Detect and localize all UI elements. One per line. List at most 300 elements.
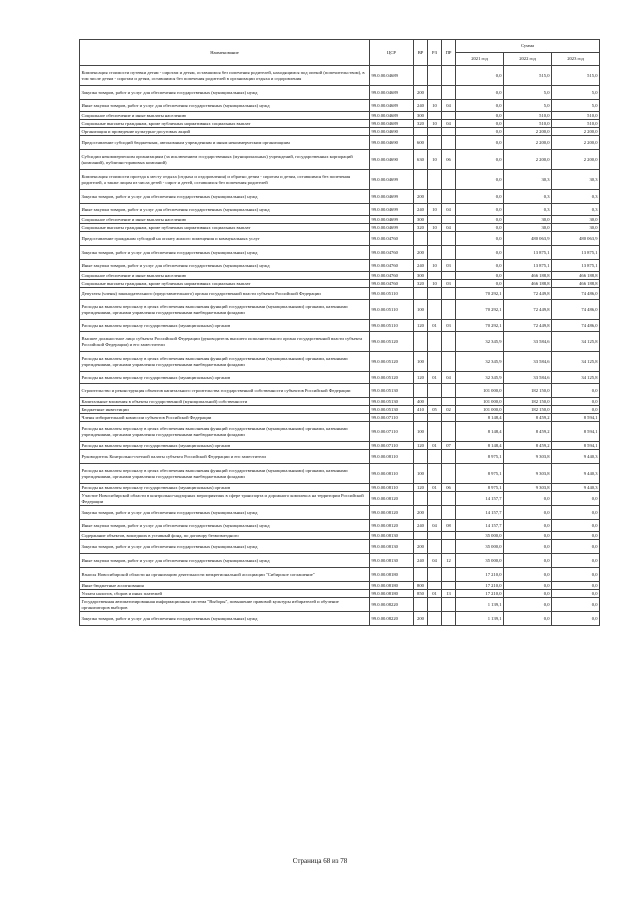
row-2022-cell: 0,0 [504,598,552,612]
row-2023-cell: 30,0 [552,224,600,232]
row-2022-cell: 515,0 [504,66,552,86]
table-row [80,300,600,320]
row-rz-cell [428,66,442,86]
row-2022-cell: 2 200,0 [504,136,552,150]
row-rz-cell [428,246,442,260]
row-2021-cell: 0,0 [456,190,504,204]
row-2022-cell: 5,0 [504,86,552,100]
row-csr-cell: 99.0.00.08130 [370,554,414,568]
row-csr-cell: 99.0.00.04689 [370,112,414,120]
row-csr-cell: 99.0.00.05110 [370,320,414,332]
row-name-cell: Расходы на выплаты персоналу в целях обеспечения выполнения функций государственными (муниципальными) органами, казенными учреждениями, органами управления государственными внебюджетными фондами [80,300,370,320]
row-rz-cell [428,492,442,506]
row-2021-cell: 0,0 [456,112,504,120]
row-name-cell: Компенсация стоимости проезда к месту отдыха (отдыха и оздоровления) и обратно детям - сиротам и детям, оставшимся без попечения родителей, а также лицам из числа детей - сирот и детей, оставшихся без попечения родителей [80,170,370,190]
table-row [80,120,600,128]
table-row [80,136,600,150]
row-vr-cell: 200 [414,246,428,260]
row-vr-cell: 600 [414,136,428,150]
table-row [80,612,600,626]
row-name-cell: Расходы на выплаты персоналу в целях обеспечения выполнения функций государственными (муниципальными) органами, казенными учреждениями, органами управления государственными внебюджетными фондами [80,464,370,484]
row-2022-cell: 13 875,1 [504,246,552,260]
row-name-cell: Социальное обеспечение и иные выплаты населению [80,112,370,120]
table-row [80,320,600,332]
row-vr-cell: 630 [414,150,428,170]
row-vr-cell [414,332,428,352]
row-name-cell: Субсидии некоммерческим организациям (за исключением государственных (муниципальных) учреждений, государственных корпораций (компаний), публично-правовых компаний) [80,150,370,170]
row-2022-cell: 33 584,6 [504,332,552,352]
row-csr-cell: 99.0.00.05120 [370,372,414,384]
row-2023-cell: 9 440,3 [552,450,600,464]
row-vr-cell [414,288,428,300]
row-csr-cell: 99.0.00.04689 [370,100,414,112]
row-2023-cell: 480 063,9 [552,232,600,246]
row-rz-cell: 10 [428,100,442,112]
row-name-cell: Закупка товаров, работ и услуг для обеспечения государственных (муниципальных) нужд [80,612,370,626]
row-name-cell: Расходы на выплаты персоналу государственных (муниципальных) органов [80,484,370,492]
row-2021-cell: 35 000,0 [456,532,504,540]
table-row [80,464,600,484]
row-2022-cell: 466 188,8 [504,272,552,280]
row-pr-cell [442,352,456,372]
row-csr-cell: 99.0.00.08120 [370,506,414,520]
table-row [80,272,600,280]
row-2022-cell: 0,0 [504,506,552,520]
row-2023-cell: 0,0 [552,532,600,540]
row-csr-cell: 99.0.00.05120 [370,352,414,372]
row-csr-cell: 99.0.00.08110 [370,464,414,484]
table-row [80,450,600,464]
table-row [80,280,600,288]
row-rz-cell [428,232,442,246]
row-name-cell: Капитальные вложения в объекты государственной (муниципальной) собственности [80,398,370,406]
row-2022-cell: 5,0 [504,100,552,112]
row-2023-cell: 13 875,1 [552,246,600,260]
col-csr-header: ЦСР [370,40,414,66]
table-row [80,442,600,450]
row-vr-cell [414,170,428,190]
table-row [80,590,600,598]
row-2021-cell: 17 210,0 [456,590,504,598]
row-2021-cell: 8 975,1 [456,464,504,484]
table-row [80,86,600,100]
row-rz-cell [428,612,442,626]
row-csr-cell: 99.0.00.07110 [370,422,414,442]
table-row [80,332,600,352]
row-rz-cell [428,300,442,320]
row-2022-cell: 182 150,0 [504,406,552,414]
row-2022-cell: 466 188,8 [504,280,552,288]
row-name-cell: Закупка товаров, работ и услуг для обеспечения государственных (муниципальных) нужд [80,506,370,520]
row-pr-cell [442,216,456,224]
row-2023-cell: 0,0 [552,384,600,398]
row-csr-cell: 99.0.00.04690 [370,128,414,136]
row-2023-cell: 0,0 [552,598,600,612]
row-2021-cell: 0,0 [456,224,504,232]
row-vr-cell: 200 [414,190,428,204]
row-2023-cell: 74 486,0 [552,288,600,300]
row-pr-cell [442,612,456,626]
row-vr-cell: 300 [414,216,428,224]
row-pr-cell [442,492,456,506]
row-vr-cell: 240 [414,204,428,216]
table-row [80,492,600,506]
row-vr-cell: 800 [414,582,428,590]
row-2021-cell: 0,0 [456,136,504,150]
row-2022-cell: 30,3 [504,170,552,190]
row-vr-cell: 850 [414,590,428,598]
row-2023-cell: 510,0 [552,112,600,120]
row-csr-cell: 99.0.00.04699 [370,216,414,224]
row-csr-cell: 99.0.00.04699 [370,224,414,232]
row-2023-cell: 0,0 [552,520,600,532]
row-2023-cell: 2 200,0 [552,128,600,136]
row-name-cell: Социальные выплаты гражданам, кроме публичных нормативных социальных выплат [80,224,370,232]
row-name-cell: Руководитель Контрольно-счетной палаты субъекта Российской Федерации и его заместители [80,450,370,464]
row-rz-cell: 01 [428,484,442,492]
row-rz-cell [428,384,442,398]
row-pr-cell [442,414,456,422]
row-2023-cell: 0,0 [552,406,600,414]
row-2023-cell: 510,0 [552,120,600,128]
row-name-cell: Строительство и реконструкция объектов капитального строительства государственной собственности субъектов Российской Федерации [80,384,370,398]
table-row [80,506,600,520]
row-name-cell: Закупка товаров, работ и услуг для обеспечения государственных (муниципальных) нужд [80,190,370,204]
row-2021-cell: 1 139,1 [456,612,504,626]
row-pr-cell [442,300,456,320]
row-rz-cell: 10 [428,224,442,232]
row-pr-cell: 04 [442,120,456,128]
row-2021-cell: 35 000,0 [456,554,504,568]
row-rz-cell [428,352,442,372]
row-vr-cell: 240 [414,554,428,568]
row-vr-cell [414,492,428,506]
table-row [80,372,600,384]
table-row [80,520,600,532]
row-vr-cell: 100 [414,352,428,372]
row-csr-cell: 99.0.00.04699 [370,170,414,190]
row-name-cell: Депутаты (члены) законодательного (представительного) органа государственной власти субъекта Российской Федерации [80,288,370,300]
row-vr-cell [414,66,428,86]
row-rz-cell [428,332,442,352]
row-name-cell: Расходы на выплаты персоналу в целях обеспечения выполнения функций государственными (муниципальными) органами, казенными учреждениями, органами управления государственными внебюджетными фондами [80,352,370,372]
row-vr-cell: 320 [414,224,428,232]
row-2021-cell: 32 345,9 [456,352,504,372]
row-csr-cell: 99.0.00.04699 [370,204,414,216]
row-pr-cell [442,532,456,540]
col-vr-header: ВР [414,40,428,66]
row-2022-cell: 2 200,0 [504,128,552,136]
row-vr-cell [414,384,428,398]
row-vr-cell [414,414,428,422]
row-rz-cell [428,506,442,520]
row-vr-cell: 320 [414,280,428,288]
row-vr-cell: 200 [414,540,428,554]
row-rz-cell [428,288,442,300]
row-vr-cell: 320 [414,120,428,128]
row-csr-cell: 99.0.00.04689 [370,86,414,100]
budget-table-container [79,39,599,626]
row-csr-cell: 99.0.00.05120 [370,332,414,352]
row-2022-cell: 182 150,0 [504,398,552,406]
row-pr-cell: 03 [442,320,456,332]
col-pr-header: ПР [442,40,456,66]
row-name-cell: Государственная автоматизированная информационная система "Выборы", повышение правовой культуры избирателей и обучение организаторов выборов [80,598,370,612]
row-name-cell: Бюджетные инвестиции [80,406,370,414]
row-2022-cell: 8 459,2 [504,442,552,450]
row-rz-cell: 04 [428,520,442,532]
row-2023-cell: 9 440,3 [552,464,600,484]
row-name-cell: Содержание объектов, вошедших в уставный фонд, по договору безвозмездного [80,532,370,540]
row-name-cell: Участие Новосибирской области в контрольно-надзорных мероприятиях в сфере транспорта и дорожного комплекса на территории Российской Федерации [80,492,370,506]
table-row [80,422,600,442]
row-rz-cell: 10 [428,120,442,128]
row-2023-cell: 34 125,8 [552,332,600,352]
row-2021-cell: 8 975,1 [456,484,504,492]
row-rz-cell: 10 [428,260,442,272]
row-rz-cell [428,568,442,582]
row-2022-cell: 8 459,2 [504,422,552,442]
row-rz-cell: 01 [428,372,442,384]
row-2021-cell: 0,0 [456,280,504,288]
row-rz-cell: 05 [428,406,442,414]
table-row [80,352,600,372]
row-2021-cell: 8 148,4 [456,414,504,422]
row-vr-cell: 400 [414,398,428,406]
row-rz-cell [428,532,442,540]
row-2022-cell: 9 303,8 [504,464,552,484]
row-pr-cell: 07 [442,442,456,450]
row-2022-cell: 0,0 [504,520,552,532]
row-csr-cell: 99.0.00.04760 [370,232,414,246]
row-2021-cell: 101 000,0 [456,406,504,414]
row-pr-cell [442,450,456,464]
row-2023-cell: 0,0 [552,554,600,568]
row-2021-cell: 0,0 [456,170,504,190]
row-pr-cell [442,272,456,280]
table-row [80,288,600,300]
table-row [80,170,600,190]
row-2023-cell: 2 200,0 [552,150,600,170]
row-csr-cell: 99.0.00.04760 [370,272,414,280]
row-2023-cell: 34 125,8 [552,372,600,384]
row-2022-cell: 0,0 [504,540,552,554]
table-row [80,598,600,612]
row-2021-cell: 1 139,1 [456,598,504,612]
row-pr-cell [442,506,456,520]
row-2022-cell: 0,0 [504,554,552,568]
row-name-cell: Расходы на выплаты персоналу в целях обеспечения выполнения функций государственными (муниципальными) органами, казенными учреждениями, органами управления государственными внебюджетными фондами [80,422,370,442]
row-2023-cell: 0,0 [552,590,600,598]
row-rz-cell [428,398,442,406]
row-name-cell: Социальное обеспечение и иные выплаты населению [80,216,370,224]
table-row [80,204,600,216]
row-pr-cell [442,128,456,136]
row-2021-cell: 0,0 [456,232,504,246]
row-csr-cell: 99.0.00.08110 [370,450,414,464]
row-2022-cell: 33 584,6 [504,352,552,372]
row-csr-cell: 99.0.00.05110 [370,300,414,320]
row-rz-cell [428,272,442,280]
row-2021-cell: 0,0 [456,66,504,86]
row-pr-cell: 04 [442,204,456,216]
row-2023-cell: 0,0 [552,612,600,626]
row-2022-cell: 2 200,0 [504,150,552,170]
row-2023-cell: 13 875,1 [552,260,600,272]
row-pr-cell [442,540,456,554]
row-csr-cell: 99.0.00.05110 [370,288,414,300]
row-2021-cell: 0,0 [456,260,504,272]
row-pr-cell [442,190,456,204]
row-2023-cell: 9 440,3 [552,484,600,492]
row-2022-cell: 510,0 [504,120,552,128]
row-2021-cell: 8 975,1 [456,450,504,464]
row-name-cell: Иные закупки товаров, работ и услуг для обеспечения государственных (муниципальных) нужд [80,520,370,532]
row-name-cell: Высшее должностное лицо субъекта Российской Федерации (руководитель высшего исполнительного органа государственной власти субъекта Российской Федерации) и его заместители [80,332,370,352]
row-2023-cell: 0,0 [552,582,600,590]
row-pr-cell: 04 [442,224,456,232]
row-name-cell: Взносы Новосибирской области на организацию деятельности межрегиональной ассоциации "Сибирское соглашение" [80,568,370,582]
row-2022-cell: 0,3 [504,204,552,216]
row-vr-cell: 300 [414,112,428,120]
row-pr-cell [442,136,456,150]
table-row [80,568,600,582]
row-csr-cell: 99.0.00.04760 [370,280,414,288]
row-vr-cell: 240 [414,520,428,532]
row-pr-cell [442,86,456,100]
row-csr-cell: 99.0.00.08220 [370,612,414,626]
row-2023-cell: 74 486,0 [552,320,600,332]
row-2023-cell: 30,0 [552,216,600,224]
row-2021-cell: 101 000,0 [456,398,504,406]
row-2023-cell: 0,0 [552,568,600,582]
row-2022-cell: 0,0 [504,582,552,590]
row-2021-cell: 0,0 [456,100,504,112]
row-2022-cell: 9 303,8 [504,450,552,464]
row-2022-cell: 0,0 [504,568,552,582]
row-vr-cell: 120 [414,372,428,384]
row-csr-cell: 99.0.00.08180 [370,568,414,582]
row-2022-cell: 0,0 [504,612,552,626]
row-2022-cell: 9 303,8 [504,484,552,492]
row-name-cell: Иные закупки товаров, работ и услуг для обеспечения государственных (муниципальных) нужд [80,100,370,112]
col-sum-header: Сумма [456,40,600,53]
row-pr-cell [442,384,456,398]
row-vr-cell: 100 [414,464,428,484]
row-pr-cell [442,332,456,352]
row-name-cell: Социальные выплаты гражданам, кроме публичных нормативных социальных выплат [80,120,370,128]
col-2023-header: 2023 год [552,53,600,66]
row-vr-cell: 100 [414,422,428,442]
row-2021-cell: 0,0 [456,86,504,100]
row-vr-cell: 200 [414,86,428,100]
row-vr-cell: 120 [414,484,428,492]
row-pr-cell: 04 [442,372,456,384]
row-2023-cell: 2 200,0 [552,136,600,150]
row-2021-cell: 32 345,9 [456,372,504,384]
row-2022-cell: 72 449,8 [504,300,552,320]
row-csr-cell: 99.0.00.04760 [370,246,414,260]
row-2023-cell: 0,0 [552,398,600,406]
row-pr-cell: 08 [442,520,456,532]
row-rz-cell: 01 [428,320,442,332]
table-row [80,128,600,136]
row-rz-cell [428,450,442,464]
row-pr-cell: 02 [442,406,456,414]
row-name-cell: Расходы на выплаты персоналу государственных (муниципальных) органов [80,442,370,450]
row-name-cell: Уплата налогов, сборов и иных платежей [80,590,370,598]
row-2021-cell: 70 292,1 [456,320,504,332]
row-2021-cell: 0,0 [456,272,504,280]
row-vr-cell [414,128,428,136]
row-2022-cell: 33 584,6 [504,372,552,384]
header-row [80,40,600,53]
row-pr-cell [442,66,456,86]
row-pr-cell: 12 [442,554,456,568]
table-row [80,484,600,492]
row-2022-cell: 72 449,8 [504,288,552,300]
row-2022-cell: 30,0 [504,224,552,232]
row-name-cell: Социальное обеспечение и иные выплаты населению [80,272,370,280]
row-2021-cell: 14 157,7 [456,506,504,520]
budget-table [79,39,600,626]
row-pr-cell: 06 [442,484,456,492]
row-csr-cell: 99.0.00.05130 [370,384,414,398]
row-name-cell: Расходы на выплаты персоналу государственных (муниципальных) органов [80,372,370,384]
row-name-cell: Компенсация стоимости путевки детям - сиротам и детям, оставшимся без попечения родителей, находящимся под опекой (попечительством), в том числе детям - сиротам и детям, оставшимся без попечения родителей в организации отдыха и оздоровления [80,66,370,86]
row-pr-cell [442,464,456,484]
row-2022-cell: 72 449,8 [504,320,552,332]
row-vr-cell: 240 [414,260,428,272]
row-pr-cell: 13 [442,590,456,598]
row-2021-cell: 70 292,1 [456,300,504,320]
row-pr-cell [442,598,456,612]
row-csr-cell: 99.0.00.08130 [370,540,414,554]
table-row [80,100,600,112]
row-2023-cell: 515,0 [552,66,600,86]
row-pr-cell [442,170,456,190]
row-rz-cell [428,112,442,120]
row-name-cell: Члены избирательной комиссии субъектов Российской Федерации [80,414,370,422]
row-pr-cell [442,422,456,442]
row-2021-cell: 8 148,4 [456,422,504,442]
row-2021-cell: 0,0 [456,128,504,136]
row-2023-cell: 466 188,8 [552,272,600,280]
row-2023-cell: 34 125,8 [552,352,600,372]
row-2023-cell: 30,3 [552,170,600,190]
row-pr-cell: 04 [442,100,456,112]
row-2023-cell: 0,3 [552,190,600,204]
row-2022-cell: 0,0 [504,532,552,540]
row-csr-cell: 99.0.00.08180 [370,582,414,590]
row-rz-cell: 10 [428,204,442,216]
row-name-cell: Закупка товаров, работ и услуг для обеспечения государственных (муниципальных) нужд [80,246,370,260]
row-2021-cell: 17 210,0 [456,568,504,582]
row-rz-cell [428,128,442,136]
row-vr-cell: 300 [414,272,428,280]
row-vr-cell: 410 [414,406,428,414]
row-rz-cell: 04 [428,554,442,568]
row-2023-cell: 0,3 [552,204,600,216]
table-row [80,232,600,246]
row-rz-cell: 01 [428,590,442,598]
row-vr-cell [414,598,428,612]
table-row [80,532,600,540]
table-row [80,150,600,170]
row-rz-cell [428,86,442,100]
row-name-cell: Социальные выплаты гражданам, кроме публичных нормативных социальных выплат [80,280,370,288]
row-csr-cell: 99.0.00.07110 [370,414,414,422]
